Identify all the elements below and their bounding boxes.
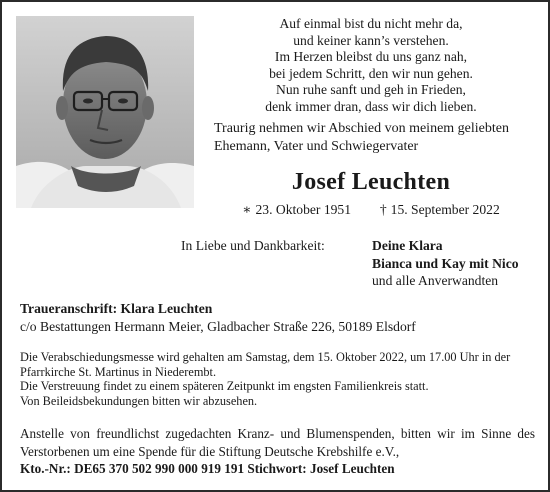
birth-symbol: ∗ — [242, 202, 252, 217]
poem-line: bei jedem Schritt, den wir nun gehen. — [269, 65, 473, 81]
service-notice — [20, 350, 540, 408]
poem — [206, 16, 536, 116]
intro-line: Traurig nehmen wir Abschied von meinem geliebten — [214, 121, 509, 136]
portrait-photo — [16, 16, 194, 208]
poem-line: und keiner kann’s verstehen. — [293, 32, 449, 48]
scatter-notice: Die Verstreuung findet zu einem späteren Zeitpunkt im engsten Familienkreis statt. — [20, 379, 429, 394]
condolences-notice: Von Beileidsbekundungen bitten wir abzusehen. — [20, 393, 258, 408]
donation-text: Anstelle von freundlichst zugedachten Kranz- und Blumenspenden, bitten wir im Sinne des Verstorbenen um eine Spende für die Stiftung Deutsche Krebshilfe e.V., — [20, 426, 535, 459]
poem-line: Nun ruhe sanft und geh in Frieden, — [276, 82, 466, 98]
death-symbol: † — [379, 202, 387, 217]
mourner-relatives: und alle Anverwandten — [372, 273, 499, 288]
mourning-address — [20, 300, 540, 336]
intro-line: Ehemann, Vater und Schwiegervater — [214, 139, 419, 154]
poem-line: Auf einmal bist du nicht mehr da, — [279, 16, 463, 31]
address-label: Traueranschrift: Klara Leuchten — [20, 301, 213, 316]
farewell-intro — [214, 120, 544, 156]
mourners-list — [372, 237, 519, 290]
mourner-spouse: Deine Klara — [372, 238, 443, 253]
life-dates — [206, 202, 536, 218]
mourner-family: Bianca und Kay mit Nico — [372, 255, 519, 271]
deceased-name: Josef Leuchten — [291, 169, 451, 195]
birth-date: 23. Oktober 1951 — [255, 202, 352, 217]
donation-request — [20, 425, 535, 478]
mourners-intro: In Liebe und Dankbarkeit: — [181, 238, 325, 253]
poem-line: denk immer dran, dass wir dich lieben. — [265, 98, 477, 114]
poem-line: Im Herzen bleibst du uns ganz nah, — [274, 49, 468, 65]
address-line: c/o Bestattungen Hermann Meier, Gladbacher Straße 226, 50189 Elsdorf — [20, 319, 416, 334]
donation-account: Kto.-Nr.: DE65 370 502 990 000 919 191 Stichwort: Josef Leuchten — [20, 461, 395, 477]
portrait-illustration — [16, 16, 194, 208]
mass-notice: Die Verabschiedungsmesse wird gehalten am Samstag, dem 15. Oktober 2022, um 17.00 Uhr in der Pfarrkirche St. Martinus in Niederembt. — [20, 350, 511, 379]
death-date: 15. September 2022 — [390, 202, 500, 217]
